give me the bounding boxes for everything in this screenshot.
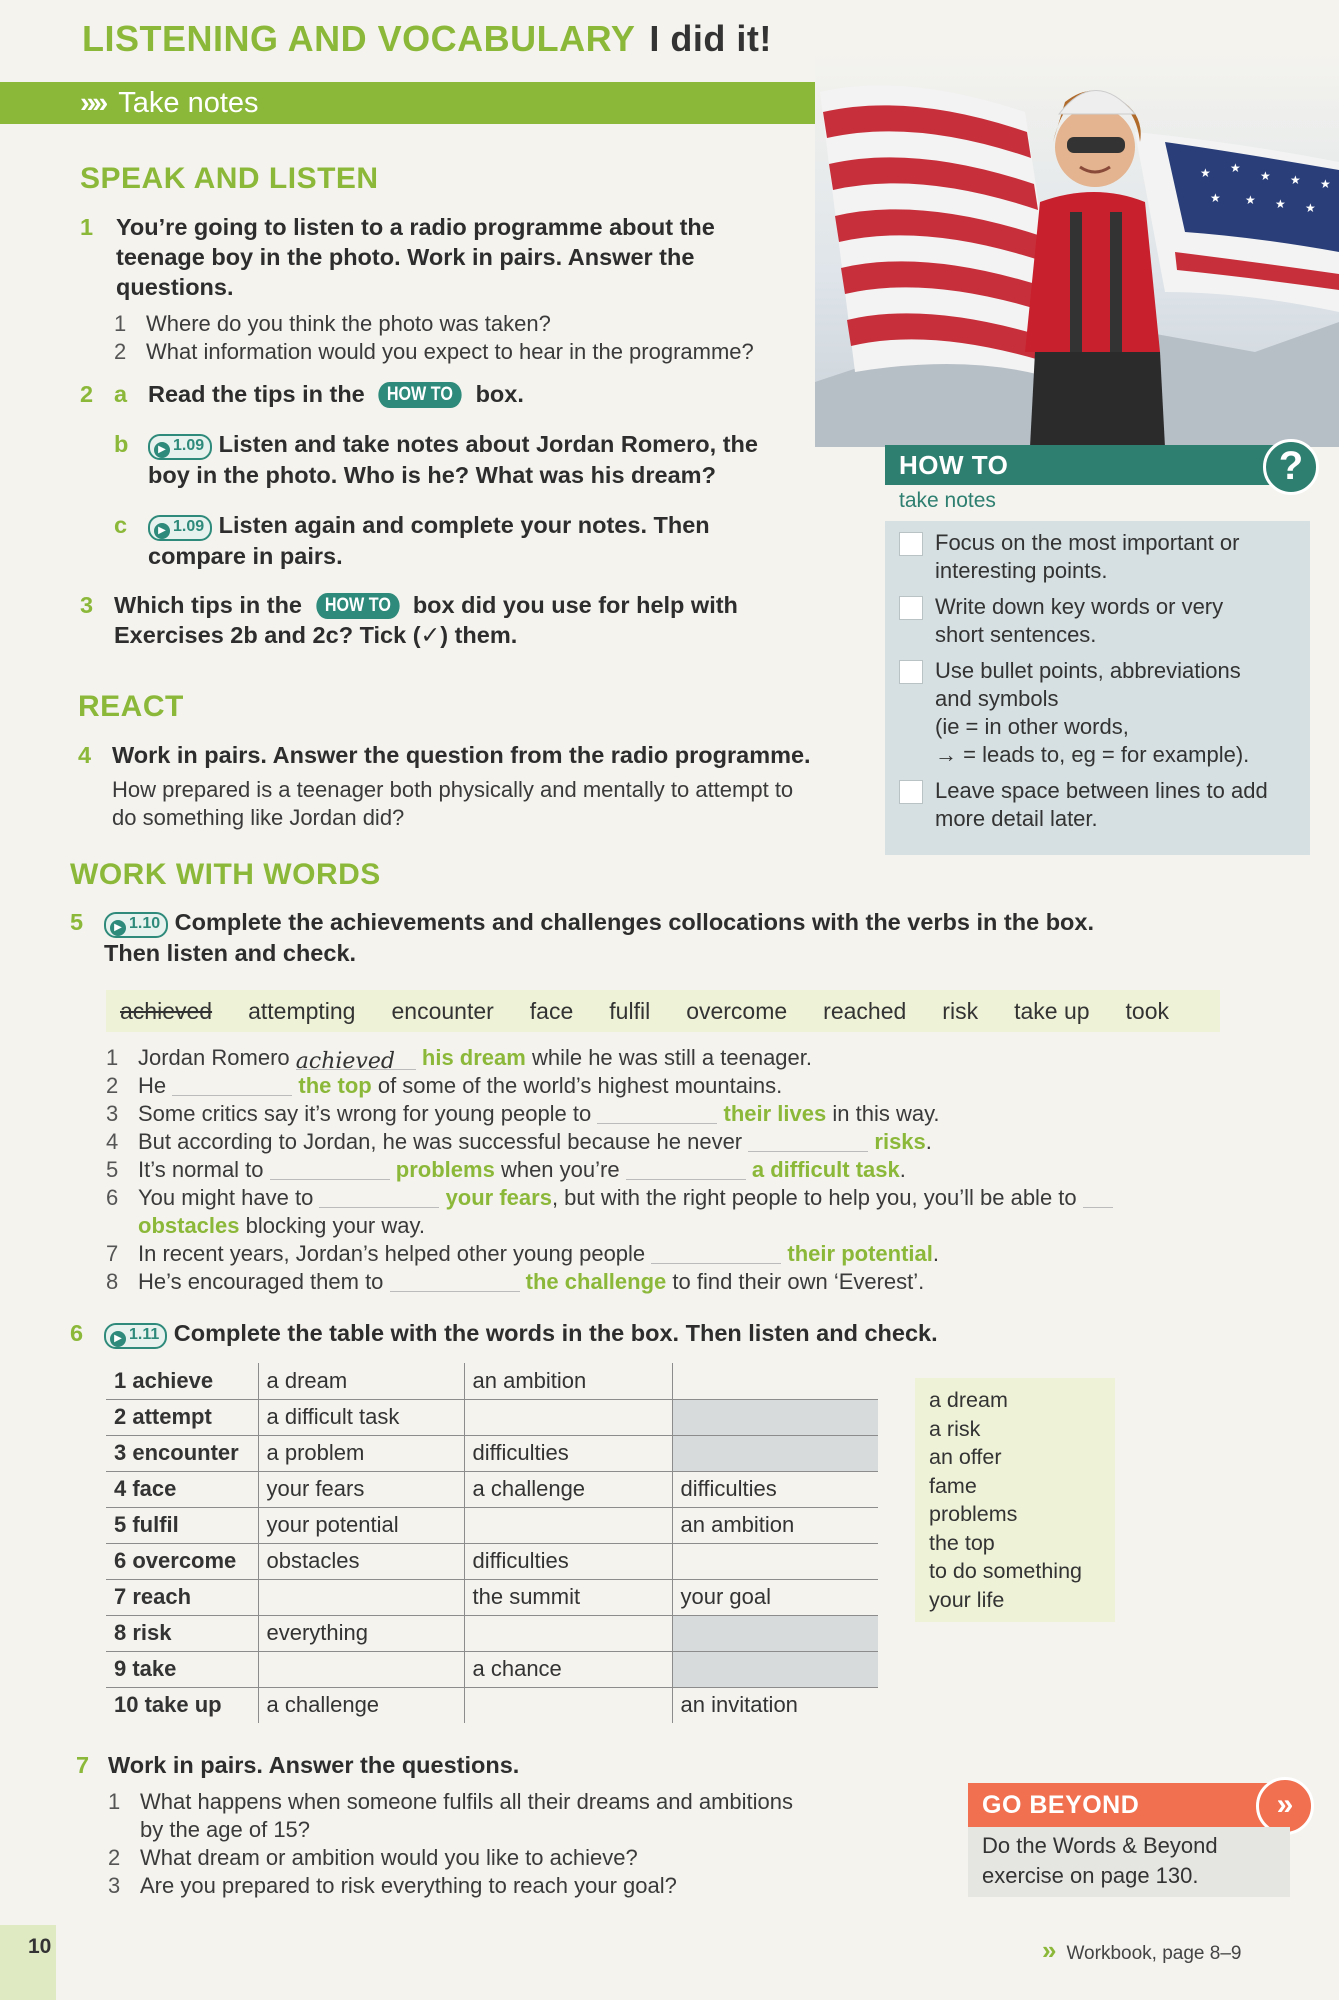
howto-box — [885, 445, 1310, 855]
tick-checkbox[interactable] — [899, 532, 923, 556]
answer-cell[interactable] — [464, 1399, 672, 1435]
list-item: 4 But according to Jordan, he was successful because he never risks. — [106, 1129, 932, 1154]
svg-text:★: ★ — [1200, 166, 1211, 180]
exercise-5: 5 ▶ 1.10 Complete the achievements and challenges collocations with the verbs in the box. Then listen and check. — [70, 909, 1095, 966]
page-title: LISTENING AND VOCABULARY I did it! — [82, 18, 772, 59]
list-item: 2 He the top of some of the world’s highest mountains. — [106, 1073, 783, 1098]
answer-blank[interactable] — [626, 1158, 746, 1180]
tip-item: Focus on the most important or interesting points. — [899, 529, 1300, 585]
go-beyond-text: Do the Words & Beyond exercise on page 130. — [968, 1827, 1290, 1897]
audio-track-button[interactable]: ▶ 1.09 — [148, 434, 212, 460]
exercise-7-list — [108, 1788, 888, 1900]
list-item: 7 In recent years, Jordan’s helped other young people their potential. — [106, 1241, 939, 1266]
list-item: 2 What information would you expect to hear in the programme? — [114, 339, 754, 364]
answer-cell[interactable] — [258, 1651, 464, 1687]
lesson-bar — [0, 82, 840, 124]
answer-cell[interactable] — [464, 1507, 672, 1543]
chevrons-icon: »» — [80, 86, 105, 119]
table-row: 9 take a chance — [106, 1651, 878, 1687]
word-chip: fulfil — [609, 997, 651, 1024]
word-chip: problems — [929, 1502, 1018, 1526]
list-item: 5 It’s normal to problems when you’re a difficult task. — [106, 1157, 906, 1182]
jordan-photo — [815, 52, 1339, 447]
word-chip: achieved — [120, 997, 213, 1024]
exercise-7: 7 Work in pairs. Answer the questions. — [76, 1752, 520, 1778]
howto-pill: HOW TO — [379, 382, 462, 408]
exercise-3: 3 Which tips in the HOW TO box did you use for help with Exercises 2b and 2c? Tick (✓) them. — [80, 592, 738, 648]
howto-subtitle: take notes — [899, 489, 996, 512]
tip-item: Write down key words or very short sentences. — [899, 593, 1300, 649]
answer-blank[interactable] — [748, 1130, 868, 1152]
verb-word-box — [106, 990, 1220, 1032]
exercise-4-question: How prepared is a teenager both physically and mentally to attempt to do something like Jordan did? — [112, 777, 794, 830]
play-icon: ▶ — [154, 442, 170, 458]
svg-text:★: ★ — [1210, 191, 1221, 205]
word-chip: encounter — [391, 997, 494, 1024]
word-chip: overcome — [686, 997, 788, 1024]
table-row: 7 reach the summit your goal — [106, 1579, 878, 1615]
double-arrow-icon: » — [1256, 1777, 1314, 1835]
list-item: 3 Some critics say it’s wrong for young people to their lives in this way. — [106, 1101, 940, 1126]
answer-cell[interactable] — [672, 1363, 878, 1399]
answer-blank[interactable] — [1083, 1186, 1113, 1208]
list-item: 1 Where do you think the photo was taken? — [114, 311, 551, 336]
tick-checkbox[interactable] — [899, 780, 923, 804]
tip-item: Use bullet points, abbreviations and symbols (ie = in other words, → = leads to, eg = for example). — [899, 657, 1300, 769]
tick-checkbox[interactable] — [899, 660, 923, 684]
list-item: obstacles blocking your way. — [138, 1213, 425, 1238]
exercise-2a: 2 a Read the tips in the HOW TO box. — [80, 381, 524, 407]
howto-title: HOW TO — [885, 445, 1285, 485]
answer-blank[interactable] — [597, 1102, 717, 1124]
answer-blank[interactable] — [319, 1186, 439, 1208]
word-chip: face — [529, 997, 574, 1024]
audio-track-button[interactable]: ▶ 1.10 — [104, 912, 168, 938]
collocations-table — [106, 1363, 878, 1723]
exercise-1: 1 You’re going to listen to a radio programme about the teenage boy in the photo. Work in pairs. Answer the questions. — [80, 214, 715, 300]
answer-cell[interactable] — [258, 1579, 464, 1615]
table-row: 4 face your fears a challenge difficulties — [106, 1471, 878, 1507]
word-chip: fame — [929, 1473, 977, 1498]
svg-text:★: ★ — [1245, 193, 1256, 207]
audio-track-button[interactable]: ▶ 1.11 — [104, 1323, 167, 1349]
page-number: 10 — [28, 1935, 52, 1958]
play-icon: ▶ — [110, 920, 126, 936]
exercise-5-sentences — [106, 1044, 1256, 1296]
exercise-2c: c ▶ 1.09 Listen again and complete your notes. Then compare in pairs. — [114, 512, 710, 569]
table-row: 10 take up a challenge an invitation — [106, 1687, 878, 1723]
play-icon: ▶ — [110, 1331, 126, 1347]
section-speak-listen: SPEAK AND LISTEN — [80, 162, 379, 195]
exercise-4: 4 Work in pairs. Answer the question from the radio programme. — [78, 742, 811, 768]
word-chip: the top — [929, 1530, 995, 1555]
exercise-6: 6 ▶ 1.11 Complete the table with the words in the box. Then listen and check. — [70, 1318, 1270, 1349]
chevrons-icon: » — [1042, 1935, 1057, 1965]
exercise-2b: b ▶ 1.09 Listen and take notes about Jordan Romero, the boy in the photo. Who is he? What was his dream? — [114, 431, 758, 488]
answer-cell[interactable] — [464, 1615, 672, 1651]
go-beyond-title: GO BEYOND — [968, 1783, 1290, 1827]
list-item: 1 Jordan Romero achieved his dream while he was still a teenager. — [106, 1045, 813, 1074]
tick-checkbox[interactable] — [899, 596, 923, 620]
section-work-with-words: WORK WITH WORDS — [70, 858, 381, 891]
lesson-subtitle: Take notes — [118, 86, 259, 119]
list-item: 1 What happens when someone fulfils all their dreams and ambitions — [108, 1789, 794, 1814]
answer-blank[interactable] — [651, 1242, 781, 1264]
list-item: 6 You might have to your fears, but with the right people to help you, you’ll be able to — [106, 1184, 1256, 1212]
word-chip: a risk — [929, 1416, 981, 1441]
table-row: 5 fulfil your potential an ambition — [106, 1507, 878, 1543]
word-chip: reached — [823, 997, 907, 1024]
table-row: 3 encounter a problem difficulties — [106, 1435, 878, 1471]
svg-text:★: ★ — [1290, 173, 1301, 187]
play-icon: ▶ — [154, 523, 170, 539]
table-row: 2 attempt a difficult task — [106, 1399, 878, 1435]
list-item: by the age of 15? — [140, 1817, 311, 1842]
answer-blank[interactable] — [390, 1270, 520, 1292]
workbook-ref[interactable]: » Workbook, page 8–9 — [1042, 1935, 1242, 1965]
answer-blank[interactable] — [270, 1158, 390, 1180]
word-chip: to do something — [929, 1559, 1082, 1583]
word-chip: your life — [929, 1587, 1005, 1612]
svg-text:★: ★ — [1320, 177, 1331, 191]
answer-cell[interactable] — [672, 1543, 878, 1579]
exercise-1-list — [114, 310, 754, 366]
howto-pill: HOW TO — [316, 593, 399, 619]
table-row: 1 achieve a dream an ambition — [106, 1363, 878, 1399]
svg-text:★: ★ — [1275, 197, 1286, 211]
question-icon: ? — [1263, 439, 1319, 495]
svg-text:★: ★ — [1230, 161, 1241, 175]
svg-text:★: ★ — [1260, 169, 1271, 183]
answer-cell[interactable] — [464, 1687, 672, 1723]
answer-blank[interactable] — [172, 1074, 292, 1096]
table-row: 6 overcome obstacles difficulties — [106, 1543, 878, 1579]
audio-track-button[interactable]: ▶ 1.09 — [148, 515, 212, 541]
word-chip: a dream — [929, 1388, 1008, 1412]
table-row: 8 risk everything — [106, 1615, 878, 1651]
tip-item: Leave space between lines to add more detail later. — [899, 777, 1300, 833]
table-word-box — [915, 1378, 1115, 1622]
answer-blank[interactable]: achieved — [296, 1048, 416, 1070]
section-react: REACT — [78, 690, 184, 723]
word-chip: an offer — [929, 1445, 1002, 1469]
howto-tips — [885, 521, 1310, 855]
word-chip: risk — [942, 997, 979, 1024]
word-chip: took — [1125, 997, 1170, 1024]
list-item: 2 What dream or ambition would you like to achieve? — [108, 1845, 638, 1870]
svg-text:★: ★ — [1305, 201, 1316, 215]
list-item: 3 Are you prepared to risk everything to reach your goal? — [108, 1873, 677, 1898]
word-chip: attempting — [248, 997, 356, 1024]
list-item: 8 He’s encouraged them to the challenge to find their own ‘Everest’. — [106, 1269, 925, 1294]
word-chip: take up — [1014, 997, 1090, 1024]
